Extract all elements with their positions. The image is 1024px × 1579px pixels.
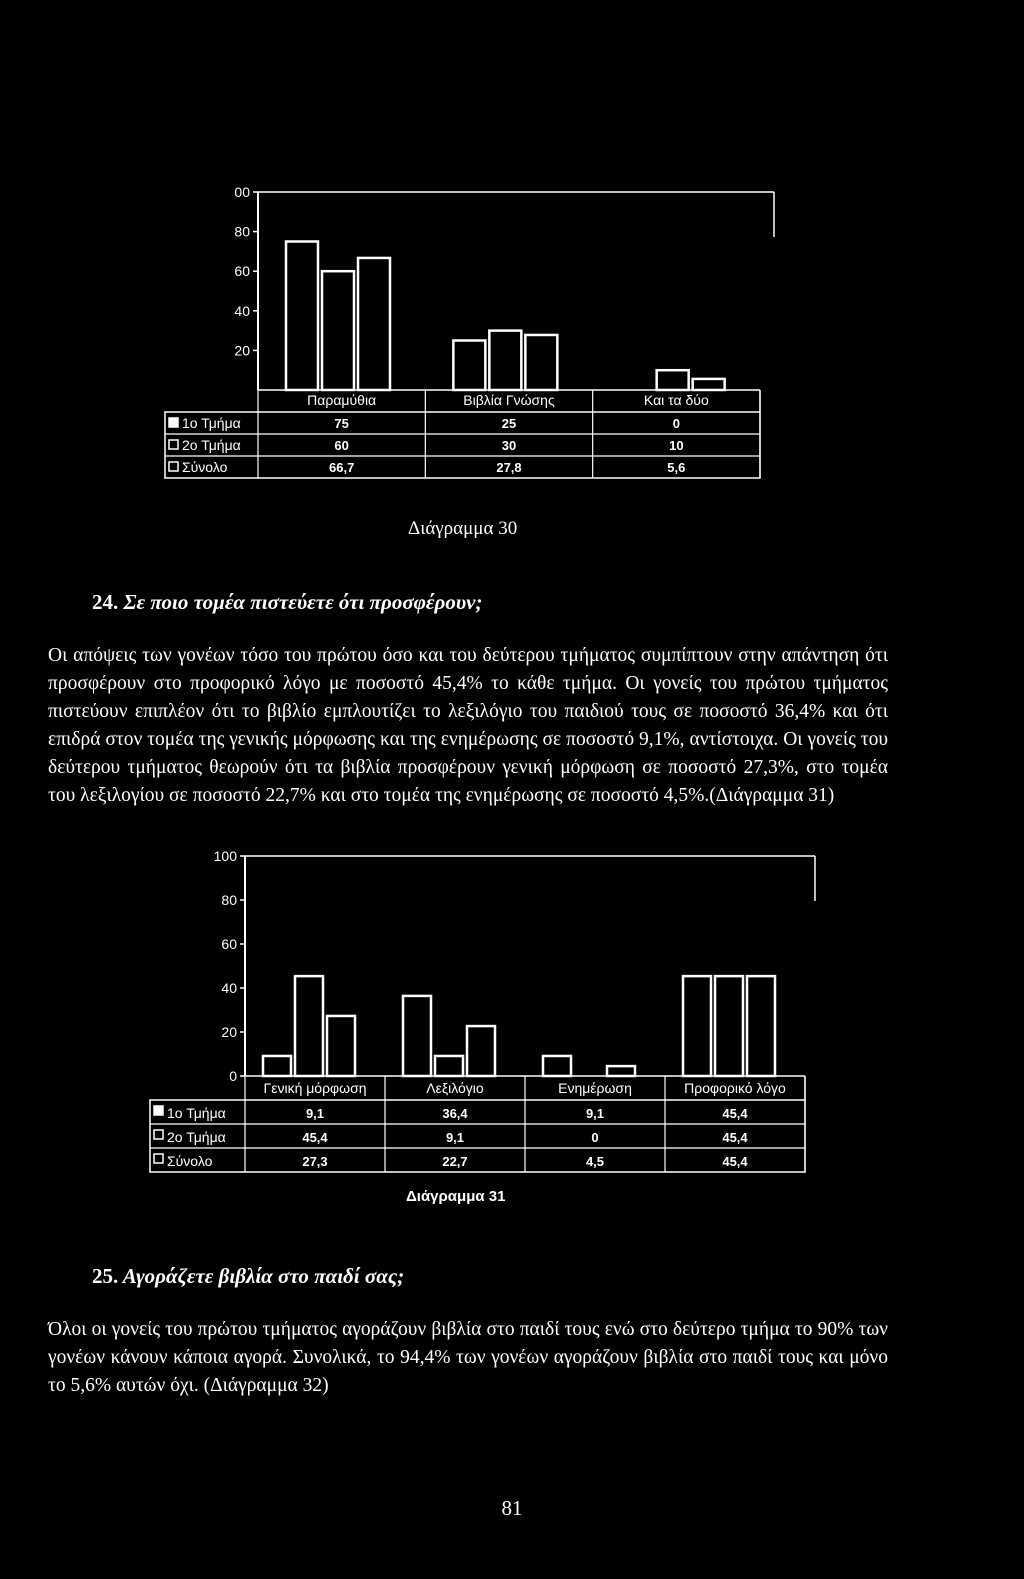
bar bbox=[747, 976, 775, 1076]
table-cell: 75 bbox=[334, 416, 349, 431]
question-25-body: Όλοι οι γονείς του πρώτου τμήματος αγοράζουν βιβλία στο παιδί τους ενώ στο δεύτερο τμήμα το 90% των γονέων κάνουν κάποια αγορά. Συνολικά, το 94,4% των γονέων αγοράζουν βιβλία στο παιδί τους και μόνο το 5,6% αυτών όχι. (Διάγραμμα 32) bbox=[48, 1319, 888, 1396]
category-label: Παραμύθια bbox=[307, 392, 377, 408]
y-tick-label: 20 bbox=[234, 342, 250, 359]
table-cell: 60 bbox=[334, 438, 349, 453]
category-label: Προφορικό λόγο bbox=[684, 1080, 786, 1096]
table-cell: 0 bbox=[591, 1130, 599, 1145]
bar bbox=[543, 1056, 571, 1076]
y-tick-label: 20 bbox=[221, 1024, 237, 1040]
legend-swatch bbox=[154, 1130, 163, 1139]
category-label: Γενική μόρφωση bbox=[263, 1080, 367, 1096]
legend-swatch bbox=[169, 418, 178, 427]
legend-label: 1ο Τμήμα bbox=[167, 1105, 226, 1121]
question-24-number: 24. bbox=[92, 590, 119, 614]
bar bbox=[683, 976, 711, 1076]
category-label: Ενημέρωση bbox=[558, 1080, 632, 1096]
bar bbox=[489, 331, 521, 390]
bar bbox=[657, 370, 689, 390]
table-cell: 45,4 bbox=[722, 1106, 748, 1121]
chart-30 bbox=[0, 0, 1024, 520]
data-table-frame bbox=[150, 1100, 805, 1172]
bar bbox=[435, 1056, 463, 1076]
table-cell: 9,1 bbox=[585, 1106, 605, 1121]
table-cell: 36,4 bbox=[442, 1106, 468, 1121]
question-24-heading bbox=[92, 590, 482, 615]
table-cell: 30 bbox=[501, 438, 517, 453]
table-cell: 10 bbox=[669, 438, 684, 453]
y-tick-label: 100 bbox=[213, 848, 237, 864]
bar bbox=[525, 335, 557, 390]
question-25-heading bbox=[92, 1264, 404, 1289]
table-cell: 22,7 bbox=[442, 1154, 468, 1169]
table-cell: 25 bbox=[501, 416, 517, 431]
chart-31 bbox=[0, 840, 1024, 1200]
table-cell: 66,7 bbox=[329, 460, 355, 475]
table-cell: 5,6 bbox=[667, 460, 686, 475]
page-number: 81 bbox=[501, 1496, 523, 1520]
question-24-body: Οι απόψεις των γονέων τόσο του πρώτου όσο και του δεύτερου τμήματος συμπίπτουν στην απάντηση ότι προσφέρουν στο προφορικό λόγο με ποσοστό 45,4% το κάθε τμήμα. Οι γονείς του πρώτου τμήματος πιστεύουν επιπλέον ότι το βιβλίο εμπλουτίζει το λεξιλόγιο του παιδιού τους σε ποσοστό 36,4% και ότι επιδρά στον τομέα της γενικής μόρφωσης και της ενημέρωσης σε ποσοστό 9,1%, αντίστοιχα. Οι γονείς του δεύτερου τμήματος θεωρούν ότι τα βιβλία προσφέρουν γενική μόρφωση σε ποσοστό 27,3%, στο τομέα του λεξιλογίου σε ποσοστό 22,7% και στο τομέα της ενημέρωσης σε ποσοστό 4,5%.(Διάγραμμα 31) bbox=[48, 645, 888, 806]
table-cell: 45,4 bbox=[722, 1130, 748, 1145]
table-cell: 45,4 bbox=[722, 1154, 748, 1169]
y-tick-label: 60 bbox=[234, 263, 250, 280]
bar bbox=[607, 1066, 635, 1076]
bar bbox=[295, 976, 323, 1076]
question-25-number: 25. bbox=[92, 1264, 119, 1288]
question-25-title: Αγοράζετε βιβλία στο παιδί σας; bbox=[122, 1264, 405, 1288]
category-label: Βιβλία Γνώσης bbox=[463, 392, 555, 408]
y-tick-label: 80 bbox=[221, 892, 237, 908]
table-cell: 45,4 bbox=[302, 1130, 328, 1145]
table-cell: 9,1 bbox=[305, 1106, 325, 1121]
legend-label: 2ο Τμήμα bbox=[182, 437, 241, 453]
bar bbox=[286, 242, 318, 391]
table-cell: 4,5 bbox=[585, 1154, 605, 1169]
legend-label: Σύνολο bbox=[167, 1153, 213, 1169]
y-tick-label: 40 bbox=[221, 980, 237, 996]
legend-label: 1ο Τμήμα bbox=[182, 415, 241, 431]
bar bbox=[715, 976, 743, 1076]
bar bbox=[453, 341, 485, 391]
bar bbox=[263, 1056, 291, 1076]
bar bbox=[467, 1026, 495, 1076]
category-label: Λεξιλόγιο bbox=[426, 1080, 484, 1096]
legend-label: 2ο Τμήμα bbox=[167, 1129, 226, 1145]
table-cell: 27,8 bbox=[496, 460, 522, 475]
legend-swatch bbox=[169, 440, 178, 449]
bar bbox=[358, 258, 390, 390]
table-cell: 9,1 bbox=[445, 1130, 465, 1145]
legend-swatch bbox=[154, 1154, 163, 1163]
bar bbox=[322, 271, 354, 390]
y-tick-label: 00 bbox=[234, 184, 250, 200]
category-label: Και τα δύο bbox=[643, 392, 709, 408]
table-cell: 27,3 bbox=[302, 1154, 328, 1169]
bar bbox=[403, 996, 431, 1076]
bar bbox=[327, 1016, 355, 1076]
legend-swatch bbox=[154, 1106, 163, 1115]
table-cell: 0 bbox=[672, 416, 680, 431]
y-tick-label: 0 bbox=[229, 1068, 237, 1084]
legend-label: Σύνολο bbox=[182, 459, 228, 475]
legend-swatch bbox=[169, 462, 178, 471]
y-tick-label: 60 bbox=[221, 936, 237, 952]
y-tick-label: 80 bbox=[234, 223, 250, 240]
chart-30-caption: Διάγραμμα 30 bbox=[408, 518, 518, 539]
chart-31-caption: Διάγραμμα 31 bbox=[406, 1188, 506, 1205]
bar bbox=[693, 379, 725, 390]
y-tick-label: 40 bbox=[234, 302, 250, 319]
question-24-title: Σε ποιο τομέα πιστεύετε ότι προσφέρουν; bbox=[123, 590, 483, 614]
